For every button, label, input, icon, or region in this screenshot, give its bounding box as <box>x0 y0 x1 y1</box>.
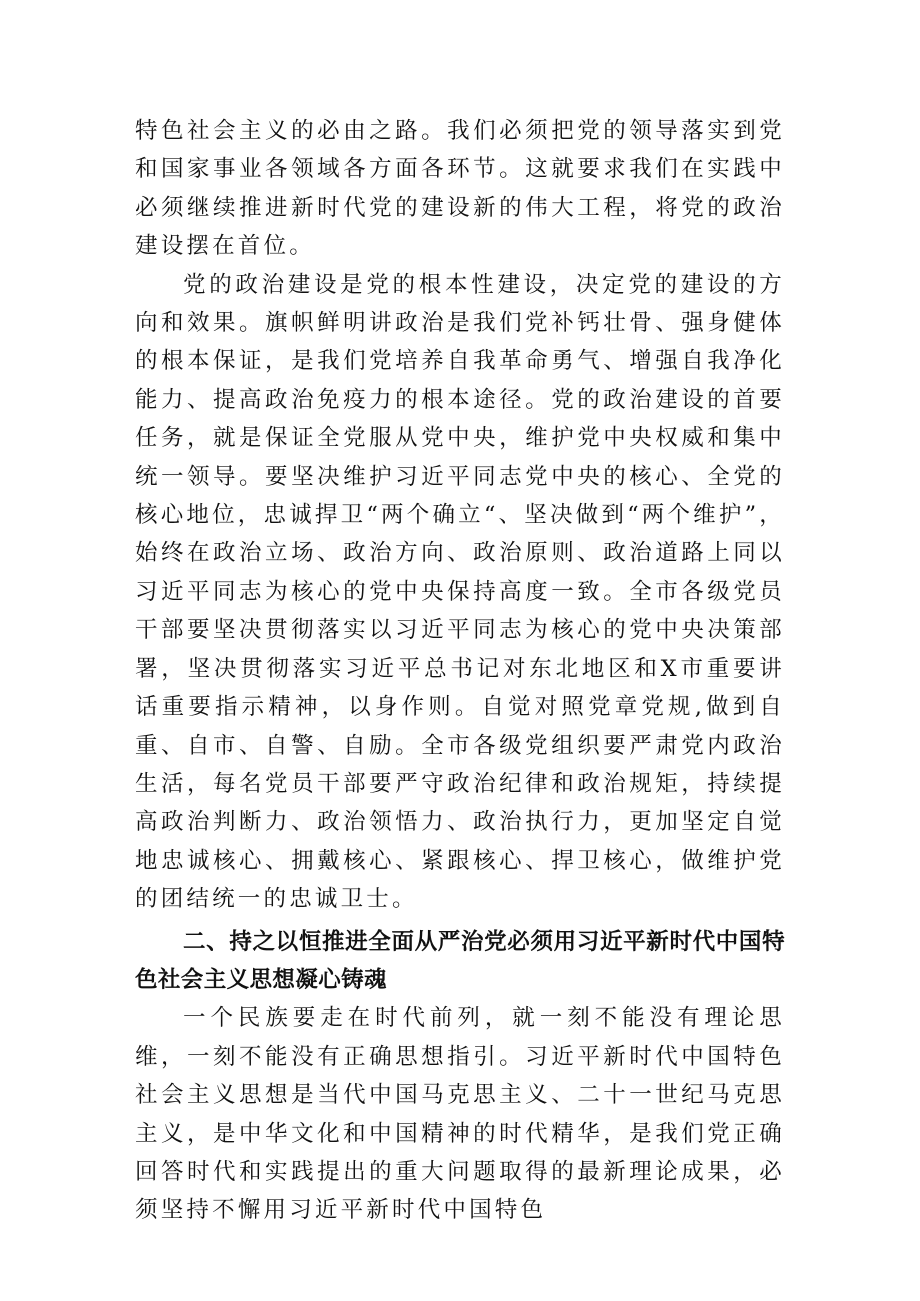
paragraph-political-construction: 党的政治建设是党的根本性建设，决定党的建设的方向和效果。旗帜鲜明讲政治是我们党补钙壮骨、强身健体的根本保证，是我们党培养自我革命勇气、增强自我净化能力、提高政治免疫力的根本途径。党的政治建设的首要任务，就是保证全党服从党中央，维护党中央权威和集中统一领导。要坚决维护习近平同志党中央的核心、全党的核心地位，忠诚捍卫“两个确立“、坚决做到“两个维护”，始终在政治立场、政治方向、政治原则、政治道路上同以习近平同志为核心的党中央保持高度一致。全市各级党员干部要坚决贯彻落实以习近平同志为核心的党中央决策部署，坚决贯彻落实习近平总书记对东北地区和X市重要讲话重要指示精神，以身作则。自觉对照党章党规,做到自重、自市、自警、自励。全市各级党组织要严肃党内政治生活，每名党员干部要严守政治纪律和政治规矩，持续提高政治判断力、政治领悟力、政治执行力，更加坚定自觉地忠诚核心、拥戴核心、紧跟核心、捍卫核心，做维护党的团结统一的忠诚卫士。 <box>135 271 785 913</box>
document-body <box>135 112 785 1230</box>
section-heading-2: 二、持之以恒推进全面从严治党必须用习近平新时代中国特色社会主义思想凝心铸魂 <box>135 928 785 993</box>
paragraph-continued: 特色社会主义的必由之路。我们必须把党的领导落实到党和国家事业各领域各方面各环节。这就要求我们在实践中必须继续推进新时代党的建设新的伟大工程，将党的政治建设摆在首位。 <box>135 118 785 260</box>
paragraph-theory-guidance: 一个民族要走在时代前列，就一刻不能没有理论思维，一刻不能没有正确思想指引。习近平新时代中国特色社会主义思想是当代中国马克思主义、二十一世纪马克思主义，是中华文化和中国精神的时代精华，是我们党正确回答时代和实践提出的重大问题取得的最新理论成果，必须坚持不懈用习近平新时代中国特色 <box>135 1005 785 1224</box>
